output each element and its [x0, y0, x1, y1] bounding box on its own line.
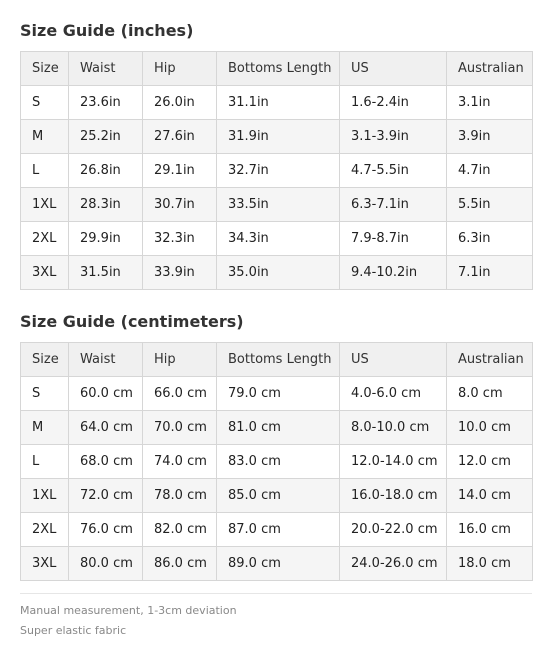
cell-hip: 86.0 cm	[143, 547, 217, 581]
table-row	[21, 411, 533, 445]
cell-hip: 78.0 cm	[143, 479, 217, 513]
cell-size: S	[21, 86, 69, 120]
table-row	[21, 86, 533, 120]
cell-waist: 60.0 cm	[69, 377, 143, 411]
cell-australian: 10.0 cm	[447, 411, 533, 445]
cell-us: 8.0-10.0 cm	[340, 411, 447, 445]
table-row	[21, 513, 533, 547]
cell-waist: 64.0 cm	[69, 411, 143, 445]
centimeters-title: Size Guide (centimeters)	[20, 312, 244, 331]
table-row	[21, 188, 533, 222]
cell-australian: 3.1in	[447, 86, 533, 120]
table-row	[21, 154, 533, 188]
header-waist: Waist	[69, 52, 143, 86]
size-guide-page	[20, 0, 532, 638]
cell-bottoms-length: 79.0 cm	[217, 377, 340, 411]
cell-hip: 74.0 cm	[143, 445, 217, 479]
cell-us: 6.3-7.1in	[340, 188, 447, 222]
cell-us: 3.1-3.9in	[340, 120, 447, 154]
cell-us: 7.9-8.7in	[340, 222, 447, 256]
cell-australian: 18.0 cm	[447, 547, 533, 581]
cell-australian: 12.0 cm	[447, 445, 533, 479]
cell-hip: 66.0 cm	[143, 377, 217, 411]
header-waist: Waist	[69, 343, 143, 377]
cell-bottoms-length: 85.0 cm	[217, 479, 340, 513]
centimeters-table	[20, 342, 533, 581]
cell-us: 1.6-2.4in	[340, 86, 447, 120]
cell-hip: 32.3in	[143, 222, 217, 256]
table-row	[21, 120, 533, 154]
cell-size: 1XL	[21, 479, 69, 513]
cell-australian: 7.1in	[447, 256, 533, 290]
cell-size: S	[21, 377, 69, 411]
cell-waist: 26.8in	[69, 154, 143, 188]
cell-waist: 28.3in	[69, 188, 143, 222]
table-row	[21, 445, 533, 479]
measurement-note: Manual measurement, 1-3cm deviation	[20, 604, 237, 617]
fabric-note: Super elastic fabric	[20, 624, 127, 637]
cell-bottoms-length: 81.0 cm	[217, 411, 340, 445]
inches-title: Size Guide (inches)	[20, 21, 194, 40]
cell-australian: 14.0 cm	[447, 479, 533, 513]
cell-waist: 80.0 cm	[69, 547, 143, 581]
cell-hip: 70.0 cm	[143, 411, 217, 445]
cell-australian: 16.0 cm	[447, 513, 533, 547]
cell-australian: 8.0 cm	[447, 377, 533, 411]
cell-hip: 30.7in	[143, 188, 217, 222]
cell-us: 9.4-10.2in	[340, 256, 447, 290]
cell-hip: 27.6in	[143, 120, 217, 154]
table-row	[21, 547, 533, 581]
cell-australian: 3.9in	[447, 120, 533, 154]
cell-bottoms-length: 31.9in	[217, 120, 340, 154]
cell-us: 24.0-26.0 cm	[340, 547, 447, 581]
cell-australian: 6.3in	[447, 222, 533, 256]
header-size: Size	[21, 52, 69, 86]
cell-size: 2XL	[21, 513, 69, 547]
table-row	[21, 222, 533, 256]
cell-hip: 33.9in	[143, 256, 217, 290]
cell-size: 2XL	[21, 222, 69, 256]
cell-waist: 29.9in	[69, 222, 143, 256]
cell-us: 16.0-18.0 cm	[340, 479, 447, 513]
cell-size: 1XL	[21, 188, 69, 222]
cell-bottoms-length: 32.7in	[217, 154, 340, 188]
cell-hip: 82.0 cm	[143, 513, 217, 547]
cell-size: L	[21, 154, 69, 188]
centimeters-header-row	[21, 343, 533, 377]
cell-bottoms-length: 89.0 cm	[217, 547, 340, 581]
cell-size: M	[21, 120, 69, 154]
cell-bottoms-length: 31.1in	[217, 86, 340, 120]
cell-bottoms-length: 87.0 cm	[217, 513, 340, 547]
cell-waist: 25.2in	[69, 120, 143, 154]
header-us: US	[340, 343, 447, 377]
cell-waist: 31.5in	[69, 256, 143, 290]
header-us: US	[340, 52, 447, 86]
cell-waist: 72.0 cm	[69, 479, 143, 513]
cell-waist: 68.0 cm	[69, 445, 143, 479]
inches-header-row	[21, 52, 533, 86]
header-bottoms-length: Bottoms Length	[217, 343, 340, 377]
header-australian: Australian	[447, 52, 533, 86]
cell-bottoms-length: 33.5in	[217, 188, 340, 222]
table-row	[21, 256, 533, 290]
cell-bottoms-length: 34.3in	[217, 222, 340, 256]
table-row	[21, 479, 533, 513]
cell-size: 3XL	[21, 547, 69, 581]
header-australian: Australian	[447, 343, 533, 377]
cell-us: 20.0-22.0 cm	[340, 513, 447, 547]
cell-hip: 29.1in	[143, 154, 217, 188]
header-size: Size	[21, 343, 69, 377]
cell-waist: 76.0 cm	[69, 513, 143, 547]
cell-size: M	[21, 411, 69, 445]
cell-size: 3XL	[21, 256, 69, 290]
cell-size: L	[21, 445, 69, 479]
cell-us: 4.7-5.5in	[340, 154, 447, 188]
table-row	[21, 377, 533, 411]
cell-bottoms-length: 83.0 cm	[217, 445, 340, 479]
cell-bottoms-length: 35.0in	[217, 256, 340, 290]
header-hip: Hip	[143, 52, 217, 86]
cell-australian: 5.5in	[447, 188, 533, 222]
cell-us: 12.0-14.0 cm	[340, 445, 447, 479]
cell-australian: 4.7in	[447, 154, 533, 188]
header-bottoms-length: Bottoms Length	[217, 52, 340, 86]
cell-waist: 23.6in	[69, 86, 143, 120]
cell-us: 4.0-6.0 cm	[340, 377, 447, 411]
cell-hip: 26.0in	[143, 86, 217, 120]
notes-divider	[20, 593, 532, 594]
inches-table	[20, 51, 533, 290]
header-hip: Hip	[143, 343, 217, 377]
